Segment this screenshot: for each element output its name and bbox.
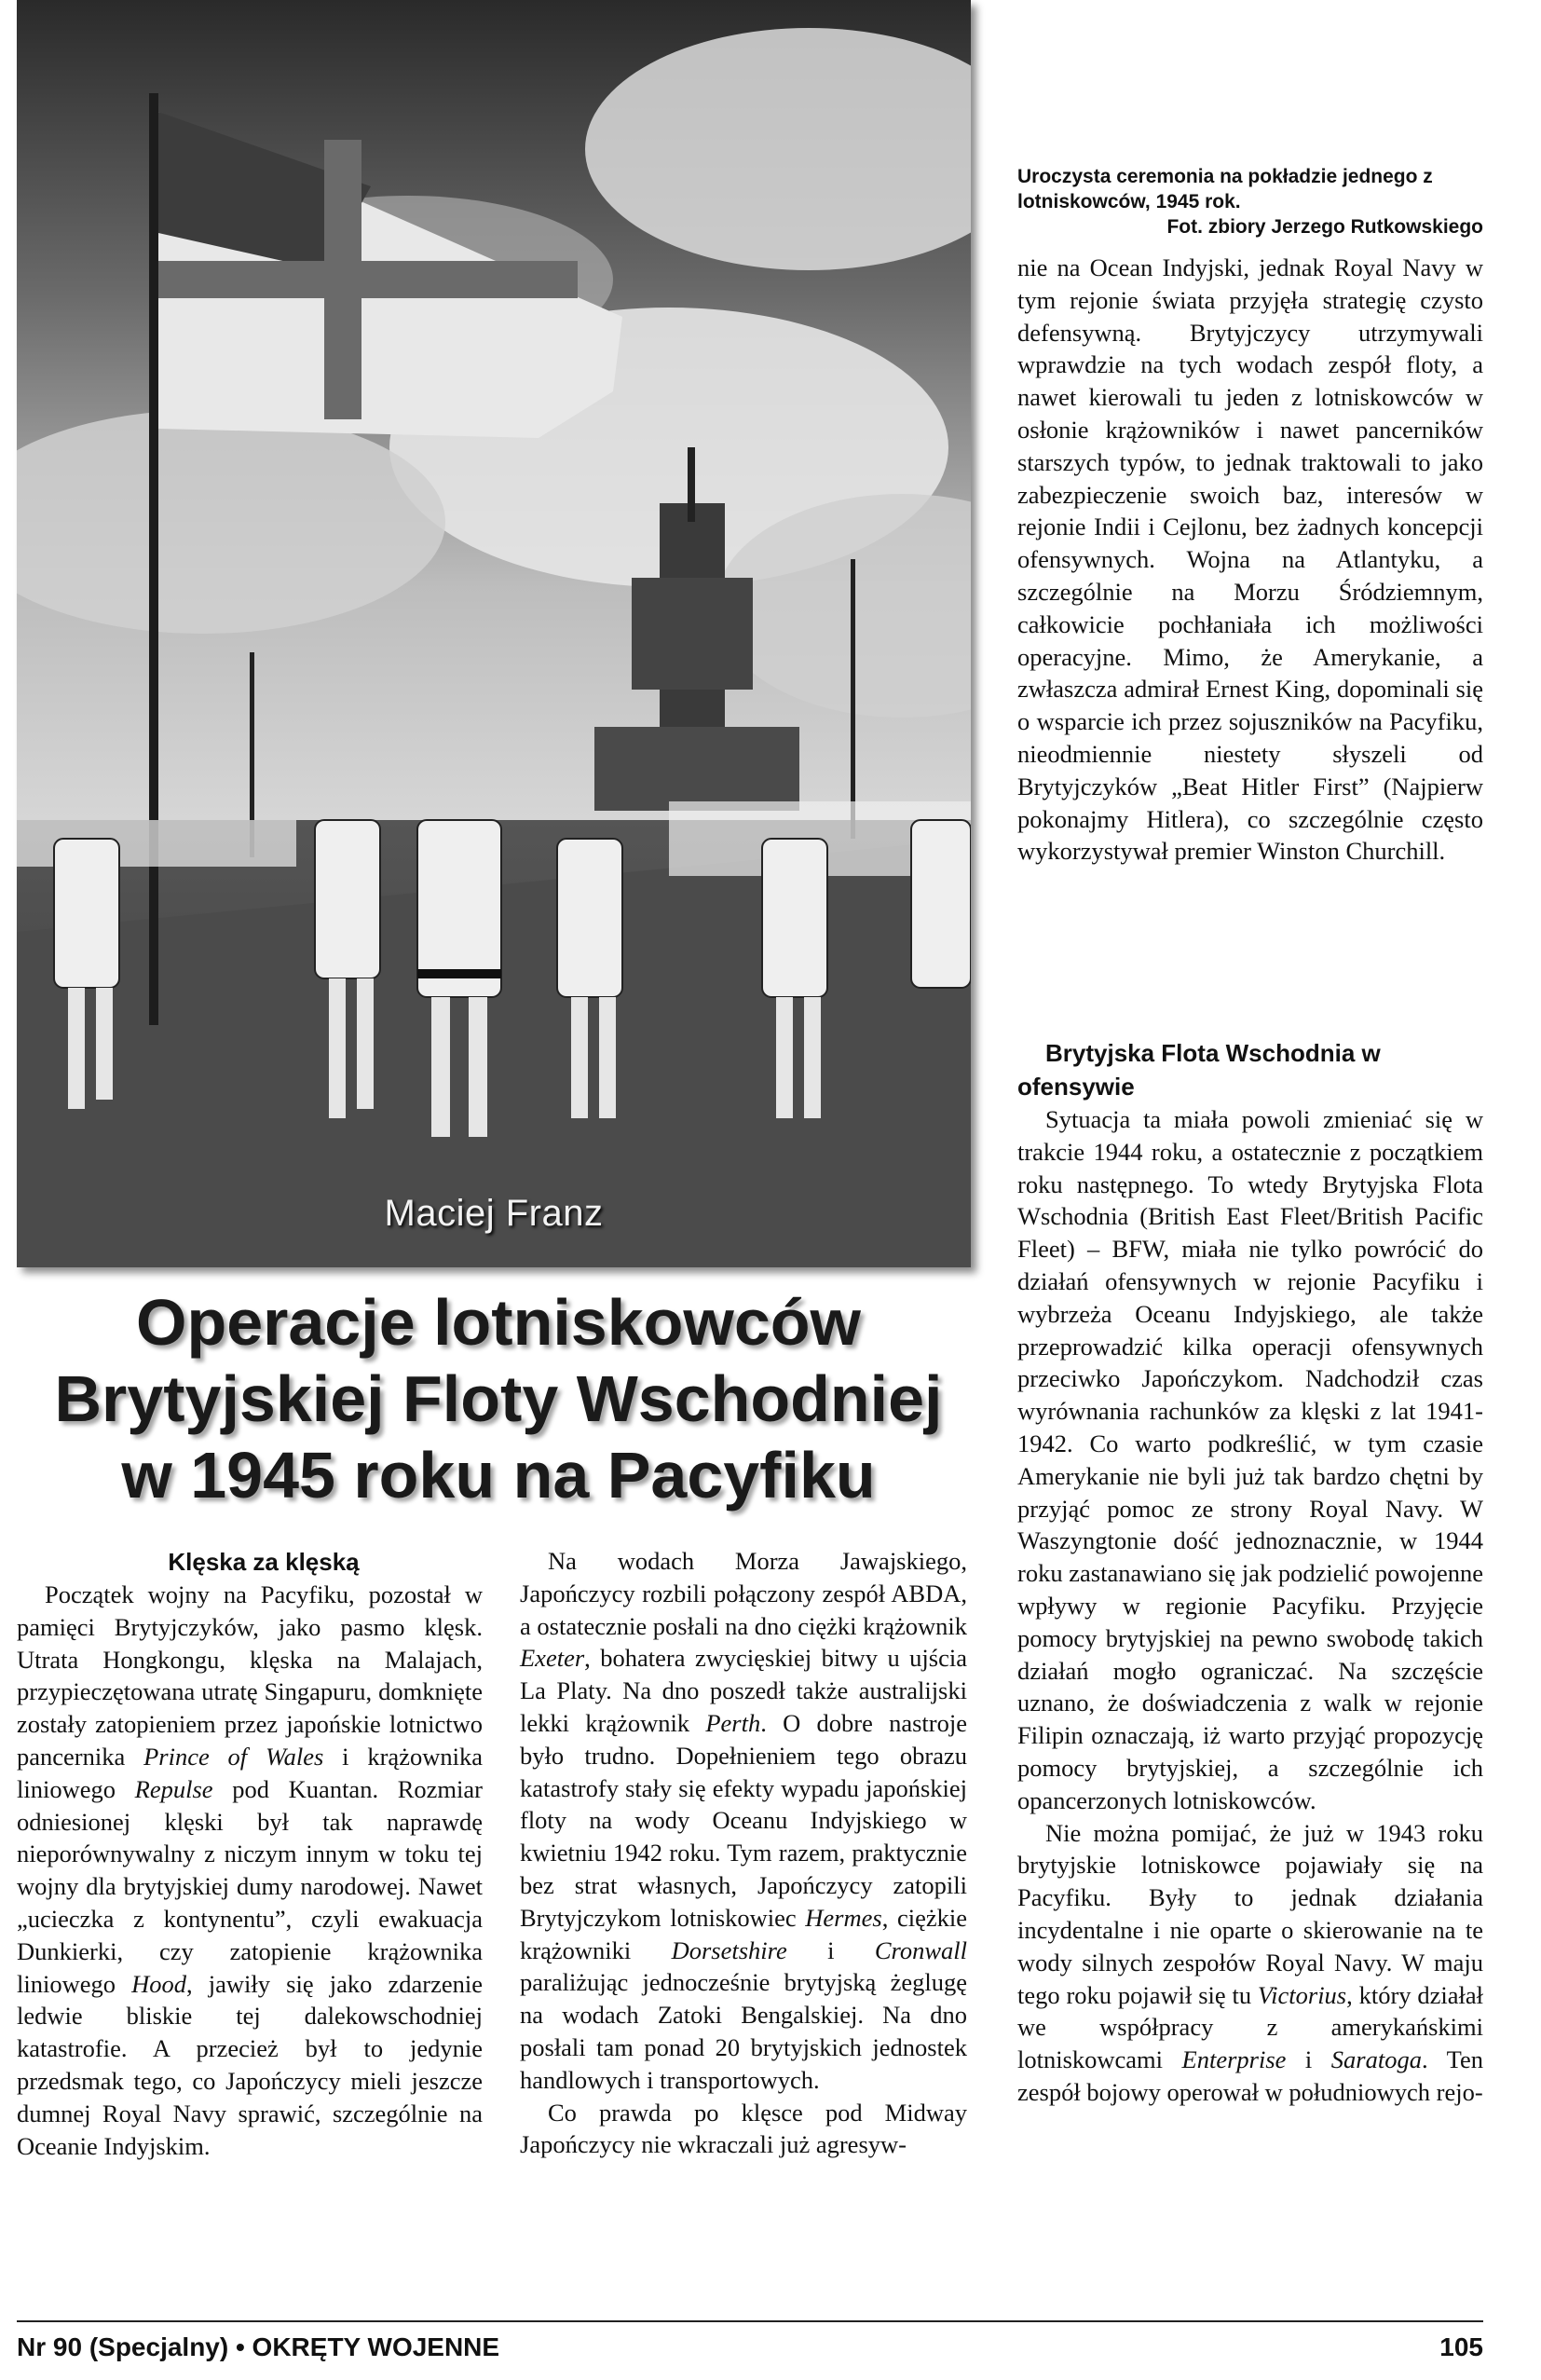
title-line-3: w 1945 roku na Pacyfiku [121, 1439, 876, 1511]
caption-credit: Fot. zbiory Jerzego Rutkowskiego [1166, 216, 1483, 238]
photo-illustration [17, 0, 971, 1267]
author-name: Maciej Franz [384, 1193, 604, 1234]
caption-text: Uroczysta ceremonia na pokładzie jednego z lotniskowców, 1945 rok. [1017, 166, 1433, 212]
title-line-2: Brytyjskiej Floty Wschodniej [54, 1362, 943, 1435]
ceremony-photo [17, 0, 971, 1267]
paragraph: Na wodach Morza Jawajskiego, Japończycy rozbili połączony zespół ABDA, a ostatecznie posłali na dno ciężki krążownik Exeter, bohatera zwycięskiej bitwy u ujścia La Platy. Na dno poszedł także australijski lekki krążownik Perth. O dobre nastroje było trudno. Dopełnieniem tego obrazu katastrofy stały się efekty wypadu japońskiej floty na wody Oceanu Indyjskiego w kwietniu 1942 roku. Tym razem, praktycznie bez strat własnych, Japończycy zatopili Brytyjczykom lotniskowiec Hermes, ciężkie krążowniki Dorsetshire i Cronwall paraliżując jednocześnie brytyjską żeglugę na wodach Zatoki Bengalskiej. Na dno posłali tam ponad 20 brytyjskich jednostek handlowych i transportowych. [520, 1547, 967, 2094]
article-title [28, 1284, 969, 1513]
paragraph: nie na Ocean Indyjski, jednak Royal Navy w tym rejonie świata przyjęła strategię czysto defensywną. Brytyjczycy utrzymywali wprawdzie na tych wodach zespół floty, a nawet kierowali tu jeden z lotniskowców w osłonie krążowników i nawet pancerników starszych typów, to jednak traktowali to jako zabezpieczenie swoich baz, interesów w rejonie Indii i Cejlonu, bez żadnych koncepcji ofensywnych. Wojna na Atlantyku, a szczególnie na Morzu Śródziemnym, całkowicie pochłaniała ich możliwości operacyjne. Mimo, że Amerykanie, a zwłaszcza admirał Ernest King, dopominali się o wsparcie ich przez sojuszników na Pacyfiku, nieodmiennie niestety słyszeli od Brytyjczyków „Beat Hitler First” (Najpierw pokonajmy Hitlera), co szczególnie często wykorzystywał premier Winston Churchill. [1017, 253, 1483, 866]
column-3-top [1017, 252, 1483, 868]
paragraph: Nie można pomijać, że już w 1943 roku brytyjskie lotniskowce pojawiały się na Pacyfiku. Były to jednak działania incydentalne i nie oparte o skierowanie na te wody silnych zespołów Royal Navy. W maju tego roku pojawił się tu Victorius, który działał we współpracy z amerykańskimi lotniskowcami Enterprise i Saratoga. Ten zespół bojowy operował w południowych rejo- [1017, 1818, 1483, 2106]
section-heading-2: Brytyjska Flota Wschodnia w ofensywie [1017, 1039, 1381, 1101]
paragraph: Sytuacja ta miała powoli zmieniać się w trakcie 1944 roku, a ostatecznie z początkiem roku następnego. To wtedy Brytyjska Flota Wschodnia (British East Fleet/British Pacific Fleet) – BFW, miała nie tylko powrócić do działań ofensywnych w rejonie Pacyfiku i wybrzeża Oceanu Indyjskiego, ale także przeprowadzić kilka operacji ofensywnych przeciwko Japończykom. Nadchodził czas wyrównania rachunków za klęski z lat 1941-1942. Co warto podkreślić, w tym czasie Amerykanie nie byli już tak bardzo chętni by przyjąć pomoc ze strony Royal Navy. W Waszyngtonie dość jednoznacznie, w 1944 roku zastanawiano się jak podzielić powojenne wpływy w regionie Pacyfiku. Przyjęcie pomocy brytyjskiej na pewno swobodę takich działań mogło ograniczać. Na szczęście uznano, że doświadczenia z walk w rejonie Filipin oznaczają, iż warto przyjąć propozycję pomocy brytyjskiej, a szczególnie ich opancerzonych lotniskowców. [1017, 1105, 1483, 1814]
section-heading-1: Klęska za klęską [168, 1548, 360, 1576]
photo-caption [1017, 164, 1483, 239]
footer-issue: Nr 90 (Specjalny) • OKRĘTY WOJENNE [17, 2332, 500, 2361]
paragraph: Co prawda po klęsce pod Midway Japończycy nie wkraczali już agresyw- [520, 2098, 967, 2159]
column-2 [520, 1545, 967, 2161]
column-1 [17, 1545, 483, 2162]
title-line-1: Operacje lotniskowców [136, 1286, 861, 1359]
footer-rule [17, 2320, 1483, 2322]
page-number: 105 [1439, 2332, 1483, 2361]
paragraph: Początek wojny na Pacyfiku, pozostał w pamięci Brytyjczyków, jako pasmo klęsk. Utrata Hongkongu, klęska na Malajach, przypieczętowana utratę Singapuru, domknięte zostały zatopieniem przez japońskie lotnictwo pancernika Prince of Wales i krążownika liniowego Repulse pod Kuantan. Rozmiar odniesionej klęski był tak naprawdę nieporównywalny z niczym innym w toku tej wojny dla brytyjskiej dumy narodowej. Nawet „ucieczka z kontynentu”, czyli ewakuacja Dunkierki, czy zatopienie krążownika liniowego Hood, jawiły się jako zdarzenie ledwie bliskie tej dalekowschodniej katastrofie. A przecież był to jedynie przedsmak tego, co Japończycy mieli jeszcze dumnej Royal Navy sprawić, szczególnie na Oceanie Indyjskim. [17, 1580, 483, 2160]
column-3-bottom [1017, 1036, 1483, 2109]
